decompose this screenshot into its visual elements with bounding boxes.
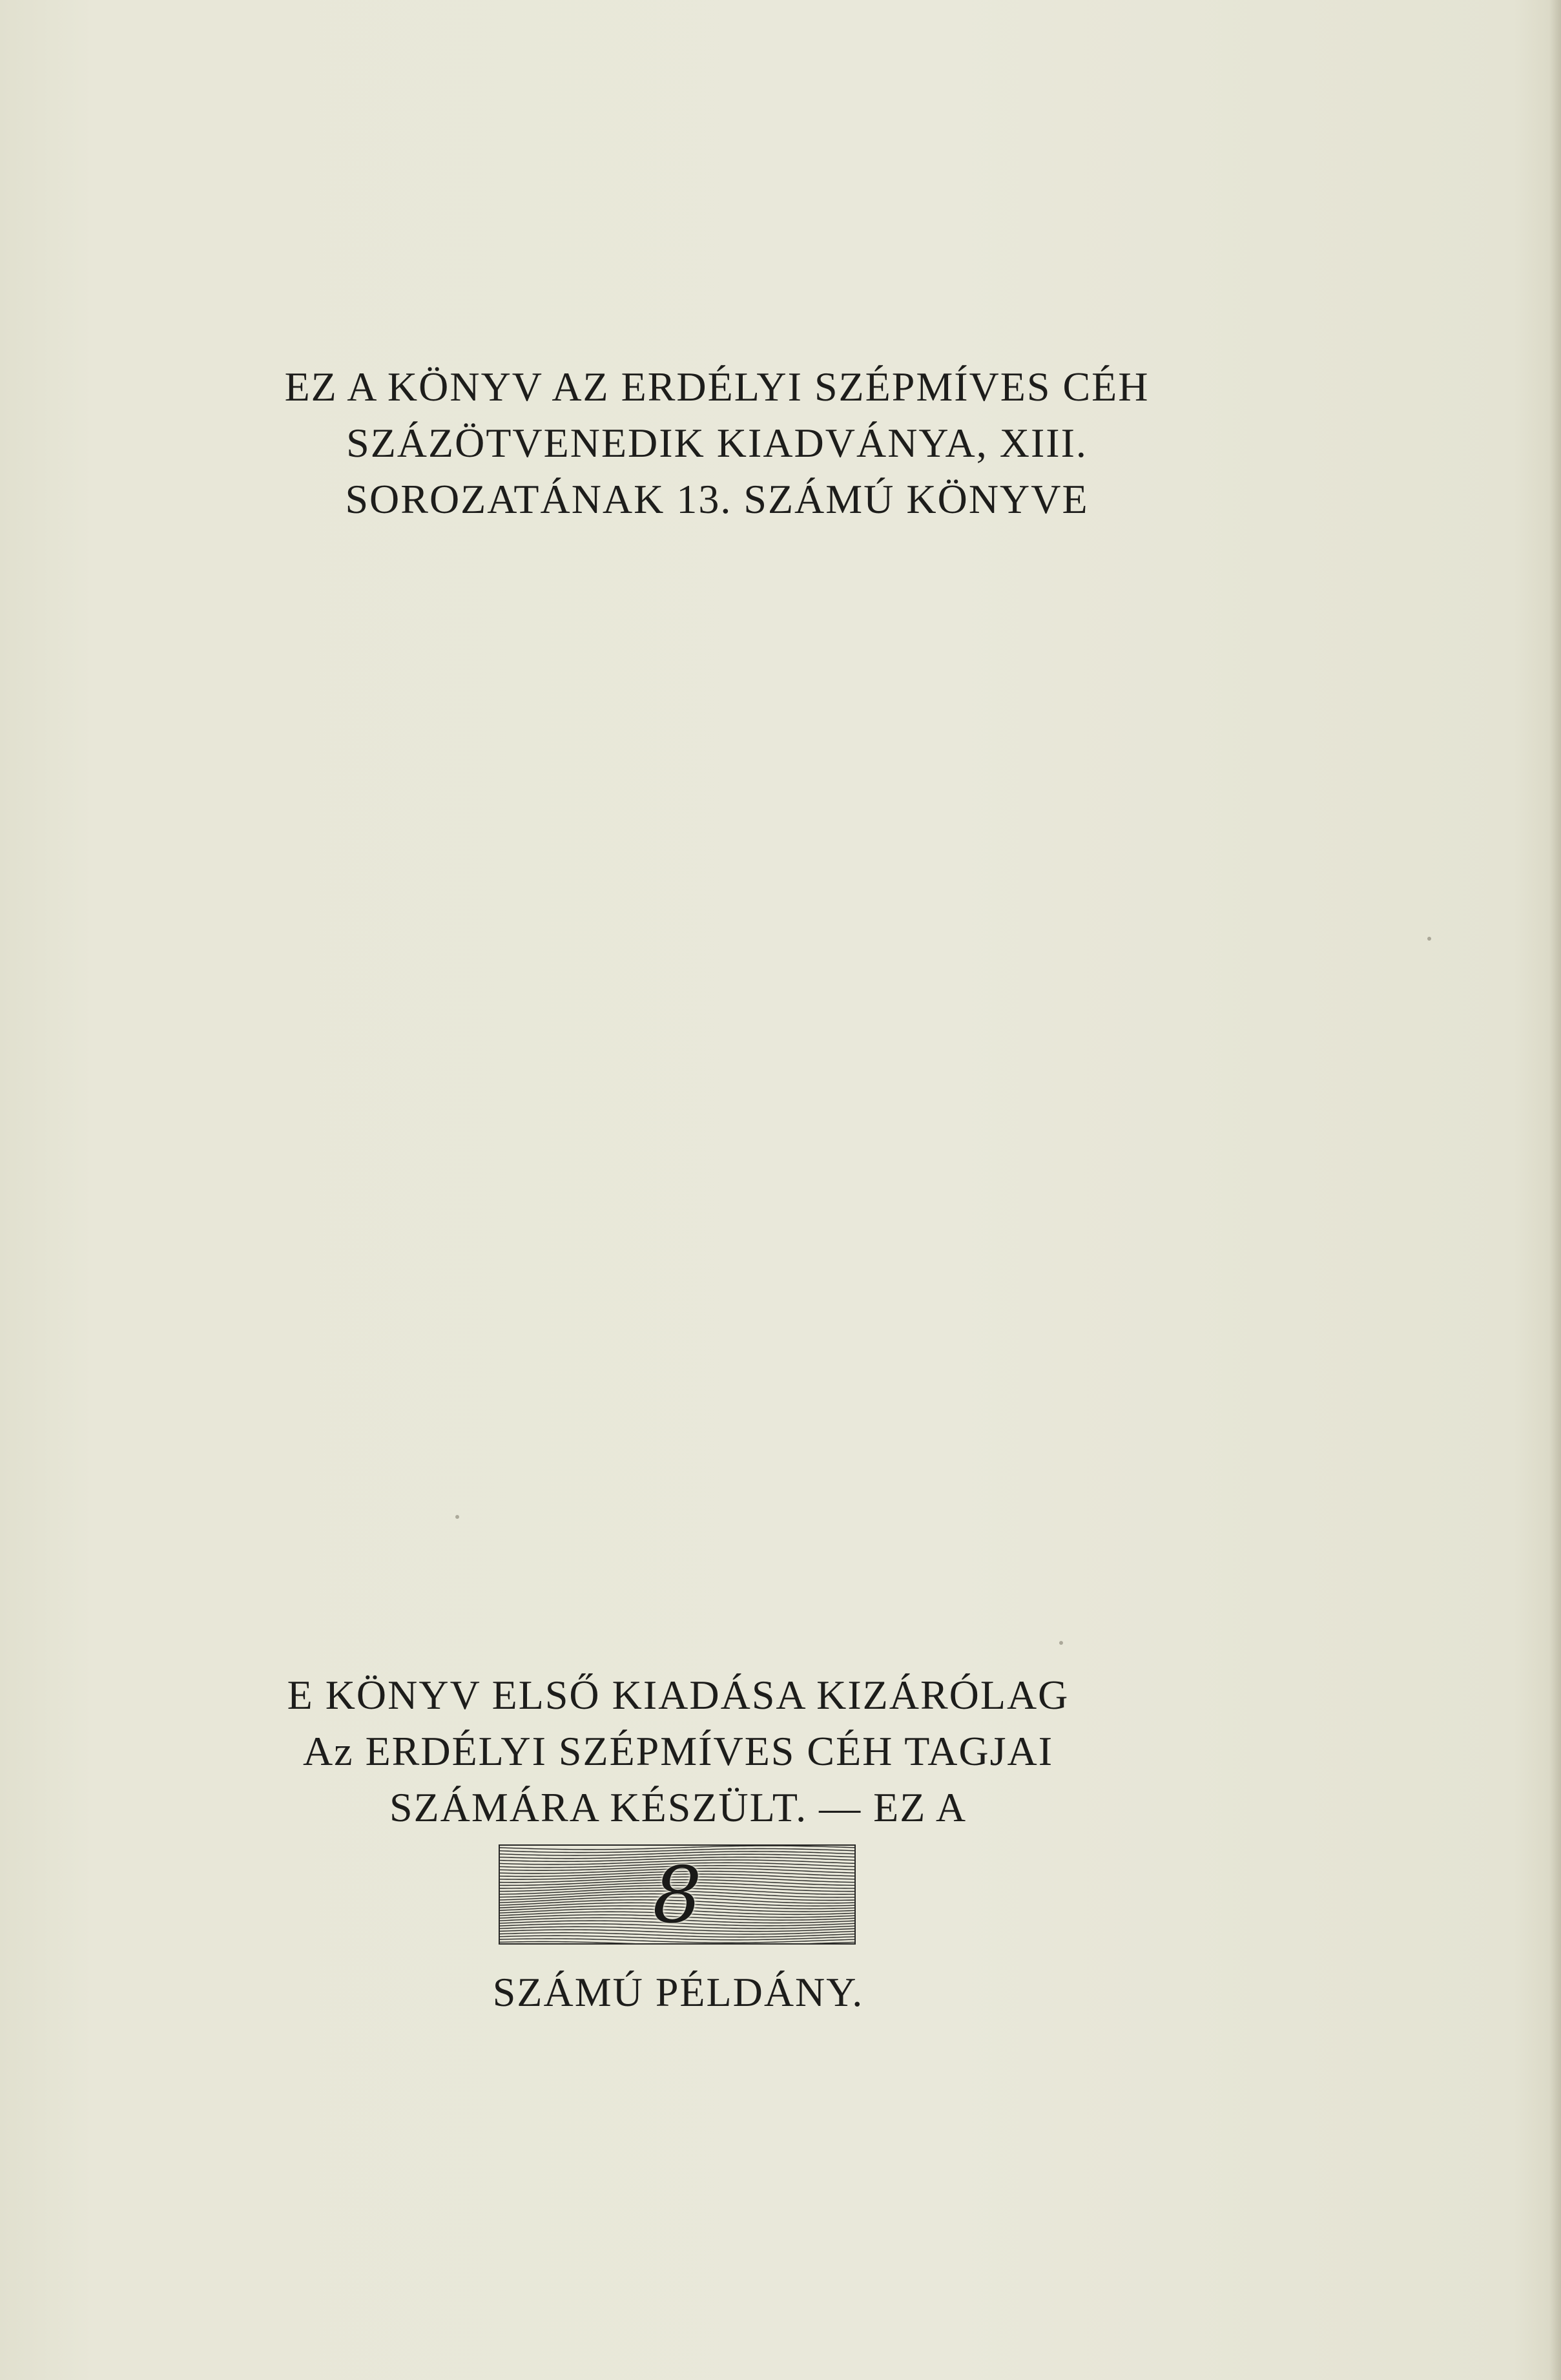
edition-line-1: E KÖNYV ELSŐ KIADÁSA KIZÁRÓLAG xyxy=(287,1672,1070,1718)
colophon-line-1: EZ A KÖNYV AZ ERDÉLYI SZÉPMÍVES CÉH xyxy=(284,364,1150,410)
paper-speck xyxy=(455,1515,459,1519)
paper-speck xyxy=(1427,937,1431,941)
edition-line-3: SZÁMÁRA KÉSZÜLT. — EZ A xyxy=(389,1784,967,1830)
paper-speck xyxy=(1059,1641,1063,1645)
colophon-line-2: SZÁZÖTVENEDIK KIADVÁNYA, XIII. xyxy=(346,420,1088,466)
colophon-text xyxy=(116,359,1318,527)
copy-label: SZÁMÚ PÉLDÁNY. xyxy=(492,1969,864,2015)
colophon-line-3: SOROZATÁNAK 13. SZÁMÚ KÖNYVE xyxy=(345,476,1089,522)
page-edge-shadow xyxy=(1549,0,1561,2380)
edition-note xyxy=(142,1667,1214,1835)
copy-number: 8 xyxy=(652,1851,702,1941)
edition-line-2: Az ERDÉLYI SZÉPMÍVES CÉH TAGJAI xyxy=(302,1728,1054,1774)
copy-number-box xyxy=(499,1844,856,1945)
